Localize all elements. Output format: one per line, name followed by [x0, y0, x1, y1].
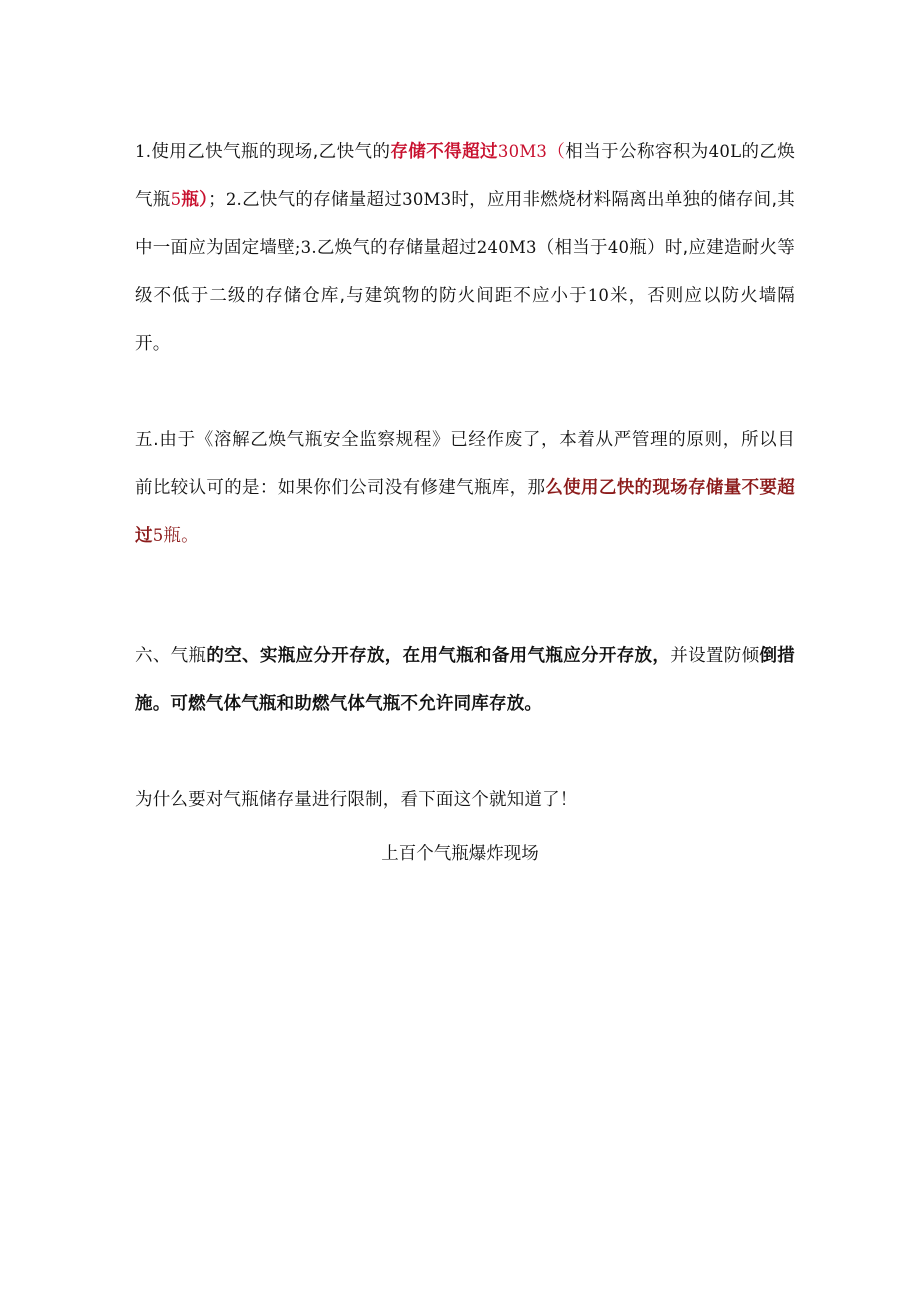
text-segment: ；	[208, 189, 226, 210]
text-segment: 应建造耐火等级不低于二级的存储仓库	[135, 237, 795, 306]
text-segment: 五.由于《溶解乙焕气瓶安全监察规程》已经作废了，本着从严管理的原则，所以目前比较认可的是：如果你们公司没有修建气瓶库，那	[135, 429, 795, 498]
emphasis-text: （	[547, 141, 566, 162]
emphasis-number: 30M3	[497, 141, 548, 161]
text-number: 2.	[225, 189, 243, 209]
text-segment: ,	[771, 189, 778, 210]
text-segment: ,	[312, 141, 319, 162]
paragraph-why-limit: 为什么要对气瓶储存量进行限制，看下面这个就知道了！	[135, 789, 578, 810]
text-number: 30M3	[402, 189, 452, 209]
emphasis-text: 存储不得超过	[390, 141, 498, 162]
emphasis-text: 瓶）	[181, 189, 209, 210]
text-segment: 瓶）时	[629, 237, 683, 258]
text-segment: 相当于公称容积为	[565, 141, 709, 162]
text-segment: 乙焕气的存储量超过	[316, 237, 477, 258]
text-number: ;3.	[294, 237, 317, 257]
text-segment: 时，应用非燃烧材料隔离出单独的储存间	[451, 189, 772, 210]
text-number: 240M3	[476, 237, 537, 257]
text-segment: 使用乙快气瓶的现场	[151, 141, 313, 162]
text-segment: 与建筑物的防火间距不应小于	[345, 285, 588, 306]
paragraph-separate-storage	[135, 632, 795, 728]
text-segment: 米，否则应以防火墙隔开。	[135, 285, 796, 354]
text-segment: 并设置防倾	[670, 645, 760, 666]
text-segment: 乙快气的	[318, 141, 391, 162]
emphasis-number: 5	[170, 189, 182, 209]
text-segment: 的乙焕气瓶	[135, 141, 796, 210]
paragraph-regulation-note	[135, 416, 795, 560]
text-segment: 其中一面应为固定墙壁	[135, 189, 795, 258]
text-segment: 乙快气的存储量超过	[242, 189, 403, 210]
text-segment: ,	[682, 237, 689, 258]
emphasis-text: 么使用乙快的现场存储量不要超过	[135, 477, 795, 546]
bold-text: 的空、实瓶应分开存放，在用气瓶和备用气瓶应分开存放，	[206, 645, 671, 666]
text-number: 40	[607, 237, 630, 257]
text-segment: 1.	[135, 141, 152, 161]
paragraph-storage-limits	[135, 128, 795, 368]
text-segment: 六、气瓶	[135, 645, 207, 666]
emphasis-number: 5	[152, 525, 164, 545]
image-caption: 上百个气瓶爆炸现场	[381, 844, 539, 864]
text-segment: （相当于	[536, 237, 608, 258]
emphasis-text: 瓶。	[163, 525, 199, 546]
text-segment: ,	[339, 285, 346, 306]
text-number: 40L	[708, 141, 742, 161]
text-number: 10	[587, 285, 610, 305]
bold-text: 倒措施。可燃气体气瓶和助燃气体气瓶不允许同库存放。	[135, 645, 796, 714]
